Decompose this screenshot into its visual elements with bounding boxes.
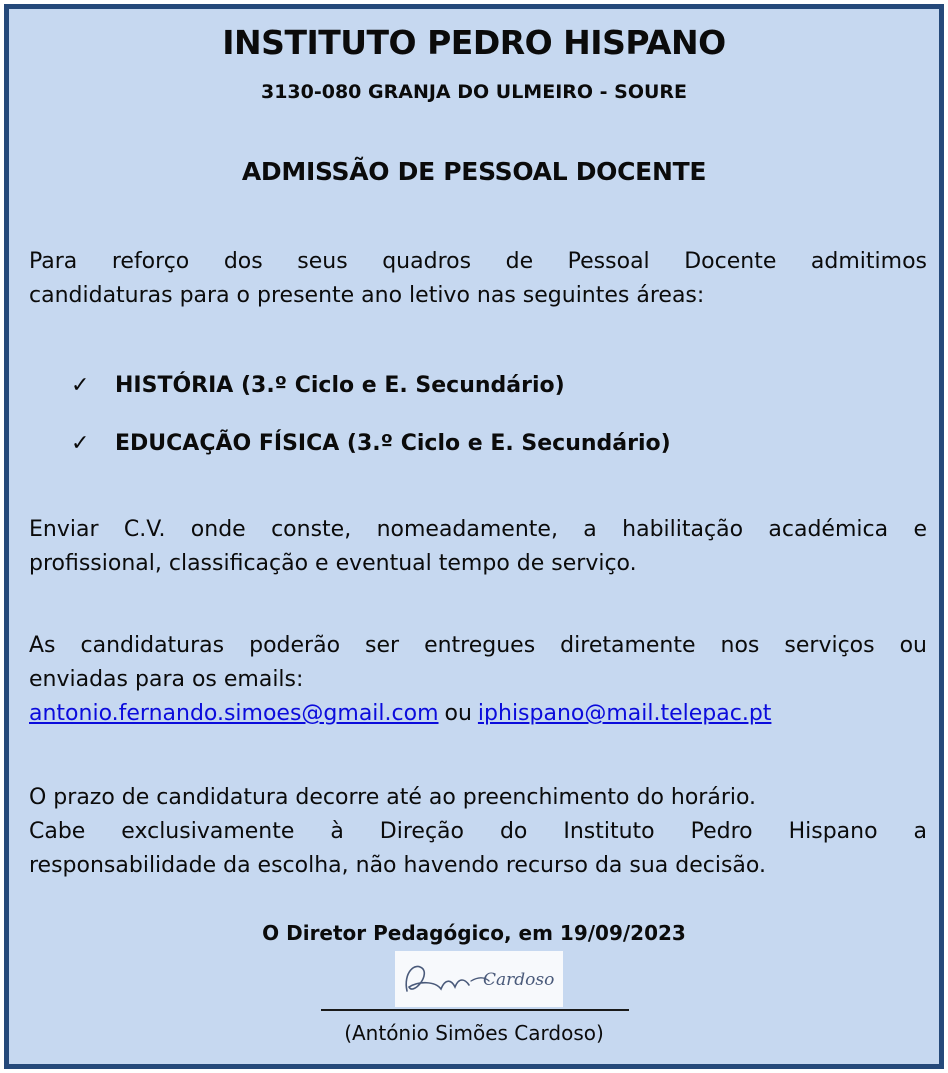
director-name: (António Simões Cardoso) bbox=[344, 1021, 604, 1045]
checkmark-icon: ✓ bbox=[71, 373, 90, 398]
cv-line-1: Enviar C.V. onde conste, nomeadamente, a habilitação académica e bbox=[29, 517, 927, 542]
intro-line-1: Para reforço dos seus quadros de Pessoal Docente admitimos bbox=[29, 249, 927, 274]
submission-paragraph bbox=[29, 629, 927, 731]
institute-address: 3130-080 GRANJA DO ULMEIRO - SOURE bbox=[260, 81, 688, 103]
submission-line-2: enviadas para os emails: bbox=[29, 667, 304, 692]
cv-paragraph bbox=[29, 513, 927, 581]
director-signature-label: O Diretor Pedagógico, em 19/09/2023 bbox=[262, 921, 686, 945]
submission-line-1: As candidaturas poderão ser entregues diretamente nos serviços ou bbox=[29, 633, 927, 658]
deadline-line-1: O prazo de candidatura decorre até ao preenchimento do horário. bbox=[29, 785, 757, 810]
intro-line-2: candidaturas para o presente ano letivo nas seguintes áreas: bbox=[29, 283, 705, 308]
deadline-paragraph bbox=[29, 781, 927, 883]
signature-text: Cardoso bbox=[483, 970, 555, 990]
notice-frame bbox=[4, 4, 944, 1069]
intro-paragraph bbox=[29, 245, 927, 313]
notice-heading: ADMISSÃO DE PESSOAL DOCENTE bbox=[241, 157, 707, 186]
signature-image-icon bbox=[395, 951, 563, 1007]
email-link-iphispano[interactable]: iphispano@mail.telepac.pt bbox=[477, 701, 772, 726]
cv-line-2: profissional, classificação e eventual tempo de serviço. bbox=[29, 551, 637, 576]
deadline-line-2: Cabe exclusivamente à Direção do Instituto Pedro Hispano a bbox=[29, 819, 927, 844]
deadline-line-3: responsabilidade da escolha, não havendo recurso da sua decisão. bbox=[29, 853, 766, 878]
email-link-antonio[interactable]: antonio.fernando.simoes@gmail.com bbox=[29, 701, 439, 726]
institute-title: INSTITUTO PEDRO HISPANO bbox=[222, 23, 726, 62]
checkmark-icon: ✓ bbox=[71, 431, 90, 456]
handwritten-signature bbox=[395, 951, 563, 1007]
email-separator: ou bbox=[444, 701, 472, 726]
area-historia: HISTÓRIA (3.º Ciclo e E. Secundário) bbox=[115, 373, 565, 398]
signature-line bbox=[321, 1009, 629, 1011]
email-line bbox=[29, 697, 927, 731]
area-educacao-fisica: EDUCAÇÃO FÍSICA (3.º Ciclo e E. Secundário) bbox=[115, 431, 671, 456]
